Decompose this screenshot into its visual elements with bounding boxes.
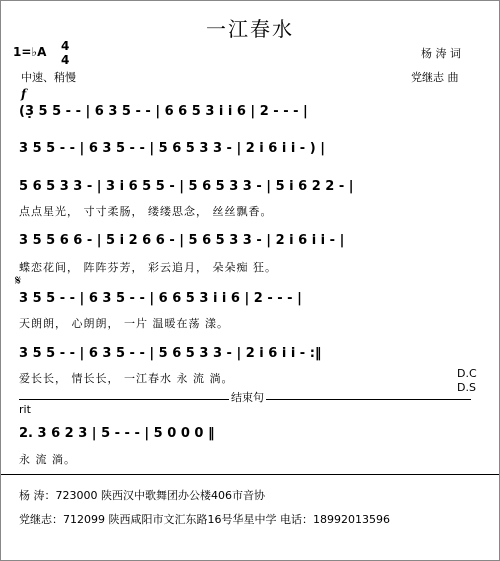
lyrics-line-5: 天朗朗， 心朗朗， 一片 温暖在荡 漾。 bbox=[19, 317, 229, 330]
footer-line-2: 党继志：712099 陕西咸阳市文汇东路16号华星中学 电话：18992013596 bbox=[19, 513, 390, 526]
staff-line-1: (3̣ 5 5 - - | 6 3 5 - - | 6 6 5 3 i i 6 | 2 - - - | bbox=[19, 104, 308, 119]
tempo-marking: 中速、稍慢 bbox=[21, 71, 76, 84]
ending-lyrics: 永 流 淌。 bbox=[19, 453, 76, 466]
ending-notes: 2. 3 6 2 3 | 5 - - - | 5 0 0 0 ‖ bbox=[19, 426, 215, 441]
staff-line-5: 3 5 5 - - | 6 3 5 - - | 6 6 5 3 i i 6 | 2 - - - | bbox=[19, 291, 302, 306]
dc-marking: D.C bbox=[457, 367, 477, 380]
composer-credit: 党继志 曲 bbox=[411, 71, 459, 84]
staff-line-6: 3 5 5 - - | 6 3 5 - - | 5 6 5 3 3 - | 2 i 6 i i - :‖ bbox=[19, 346, 322, 361]
time-signature-top: 4 bbox=[61, 39, 70, 53]
ending-label: 结束句 bbox=[231, 391, 264, 404]
lyricist-credit: 杨 涛 词 bbox=[421, 47, 461, 60]
footer-divider bbox=[1, 474, 499, 475]
key-signature: 1=♭A bbox=[13, 45, 47, 59]
ds-marking: D.S bbox=[457, 381, 476, 394]
lyrics-line-4: 蝶恋花间， 阵阵芬芳， 彩云追月， 朵朵痴 狂。 bbox=[19, 261, 277, 274]
lyrics-line-6: 爱长长， 情长长， 一江春水 永 流 淌。 bbox=[19, 372, 234, 385]
rit-marking: rit bbox=[19, 403, 31, 416]
lyrics-line-3: 点点星光， 寸寸柔肠， 缕缕思念， 丝丝飘香。 bbox=[19, 205, 273, 218]
time-signature-bottom: 4 bbox=[61, 53, 70, 67]
staff-line-2: 3 5 5 - - | 6 3 5 - - | 5 6 5 3 3 - | 2 i 6 i i - ) | bbox=[19, 141, 325, 156]
staff-line-4: 3 5 5 6 6 - | 5 i 2 6 6 - | 5 6 5 3 3 - | 2 i 6 i i - | bbox=[19, 233, 345, 248]
song-title: 一江春水 bbox=[206, 17, 294, 41]
dynamic-marking: f bbox=[21, 87, 27, 101]
footer-line-1: 杨 涛：723000 陕西汉中歌舞团办公楼406市音协 bbox=[19, 489, 265, 502]
staff-line-3: 5 6 5 3 3 - | 3 i 6 5 5 - | 5 6 5 3 3 - | 5 i 6 2 2 - | bbox=[19, 179, 354, 194]
segno-sign: 𝄋 bbox=[15, 273, 22, 289]
